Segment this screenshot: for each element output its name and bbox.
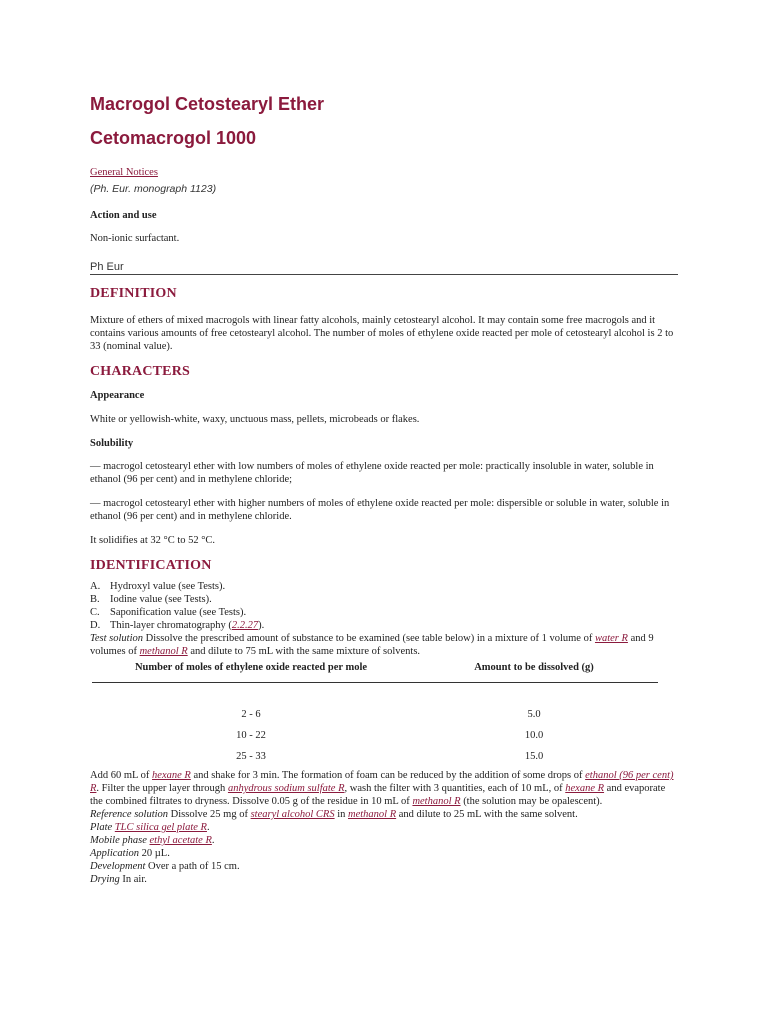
table-header-row — [92, 661, 658, 674]
test-solution-label: Test solution — [90, 633, 144, 644]
table-row: 2 - 6 5.0 — [241, 709, 541, 720]
solubility-label: Solubility — [90, 438, 134, 449]
solubility-text-1: — macrogol cetostearyl ether with low numbers of moles of ethylene oxide reacted per mole: practically insoluble in water, soluble in ethanol (96 per cent) and in methylene chloride; — [90, 461, 654, 485]
ph-eur-rule — [90, 274, 678, 275]
monograph-page — [90, 92, 678, 886]
general-notices-link[interactable]: General Notices — [90, 167, 158, 178]
list-item: C. Saponification value (see Tests). — [90, 607, 247, 618]
reference-solution-paragraph: Reference solution Dissolve 25 mg of stearyl alcohol CRS in methanol R and dilute to 25 mL with the same solvent. — [90, 809, 578, 820]
list-item: D. Thin-layer chromatography (2.2.27). — [90, 620, 265, 631]
page-title: Macrogol Cetostearyl Ether — [90, 94, 325, 114]
sodium-sulfate-link[interactable]: anhydrous sodium sulfate R — [227, 783, 345, 794]
stearyl-alcohol-link[interactable]: stearyl alcohol CRS — [250, 809, 335, 820]
characters-heading: CHARACTERS — [90, 364, 191, 379]
list-item: B. Iodine value (see Tests). — [90, 594, 212, 605]
definition-text: Mixture of ethers of mixed macrogols with linear fatty alcohols, mainly cetostearyl alcohol. It may contain some free macrogols and it contains various amounts of free cetostearyl alcohol. The number of moles of ethylene oxide reacted per mole of cetostearyl alcohol is 2 to 33 (nominal value). — [90, 315, 674, 352]
appearance-text: White or yellowish-white, waxy, unctuous mass, pellets, microbeads or flakes. — [90, 414, 420, 425]
page-subtitle: Cetomacrogol 1000 — [90, 128, 257, 148]
monograph-reference: (Ph. Eur. monograph 1123) — [90, 183, 217, 195]
drying-paragraph: Drying In air. — [90, 874, 147, 885]
appearance-label: Appearance — [90, 390, 145, 401]
identification-heading: IDENTIFICATION — [90, 558, 212, 573]
methanol-r-link[interactable]: methanol R — [139, 646, 188, 657]
ethanol-r-link[interactable]: ethanol (96 per cent) R — [90, 770, 674, 794]
methanol-r-link-3[interactable]: methanol R — [348, 809, 397, 820]
methanol-r-link-2[interactable]: methanol R — [412, 796, 461, 807]
test-solution-paragraph: Test solution Dissolve the prescribed amount of substance to be examined (see table below) in a mixture of 1 volume of water R and 9 volumes of methanol R and dilute to 75 mL with the same mixture of solvents. — [90, 633, 654, 657]
table-header-moles: Number of moles of ethylene oxide reacted per mole — [134, 662, 368, 673]
action-label: Action and use — [90, 210, 157, 221]
mobile-phase-paragraph: Mobile phase ethyl acetate R. — [90, 835, 215, 846]
notices-block — [90, 166, 678, 179]
development-paragraph: Development Over a path of 15 cm. — [90, 861, 240, 872]
ref-2-2-27-link[interactable]: 2.2.27 — [231, 620, 259, 631]
moles-table — [92, 661, 658, 767]
ethyl-acetate-link[interactable]: ethyl acetate R — [149, 835, 212, 846]
ph-eur-label: Ph Eur — [90, 261, 124, 273]
plate-paragraph: Plate TLC silica gel plate R. — [90, 822, 210, 833]
hexane-r-link-2[interactable]: hexane R — [565, 783, 605, 794]
table-header-amount: Amount to be dissolved (g) — [474, 662, 594, 673]
solidifies-text: It solidifies at 32 °C to 52 °C. — [90, 535, 216, 546]
identification-list — [90, 580, 678, 632]
hexane-r-link[interactable]: hexane R — [152, 770, 191, 781]
definition-heading: DEFINITION — [90, 286, 177, 301]
tlc-plate-link[interactable]: TLC silica gel plate R — [114, 822, 207, 833]
list-item: A. Hydroxyl value (see Tests). — [90, 581, 226, 592]
water-r-link[interactable]: water R — [594, 633, 628, 644]
application-paragraph: Application 20 µL. — [90, 848, 170, 859]
table-row: 10 - 22 10.0 — [236, 730, 544, 741]
solubility-text-2: — macrogol cetostearyl ether with higher numbers of moles of ethylene oxide reacted per mole: dispersible or soluble in water, soluble in ethanol (96 per cent) and in methylene chloride. — [90, 498, 670, 522]
action-text: Non-ionic surfactant. — [90, 233, 180, 244]
table-row: 25 - 33 15.0 — [236, 751, 544, 762]
reference-solution-label: Reference solution — [90, 809, 169, 820]
procedure-paragraph: Add 60 mL of hexane R and shake for 3 min. The formation of foam can be reduced by the addition of some drops of ethanol (96 per cent) R. Filter the upper layer through anhydrous sodium sulfate R, wash the filter with 3 quantities, each of 10 mL, of hexane R and evaporate the combined filtrates to dryness. Dissolve 0.05 g of the residue in 10 mL of methanol R (the solution may be opalescent). — [90, 770, 674, 807]
